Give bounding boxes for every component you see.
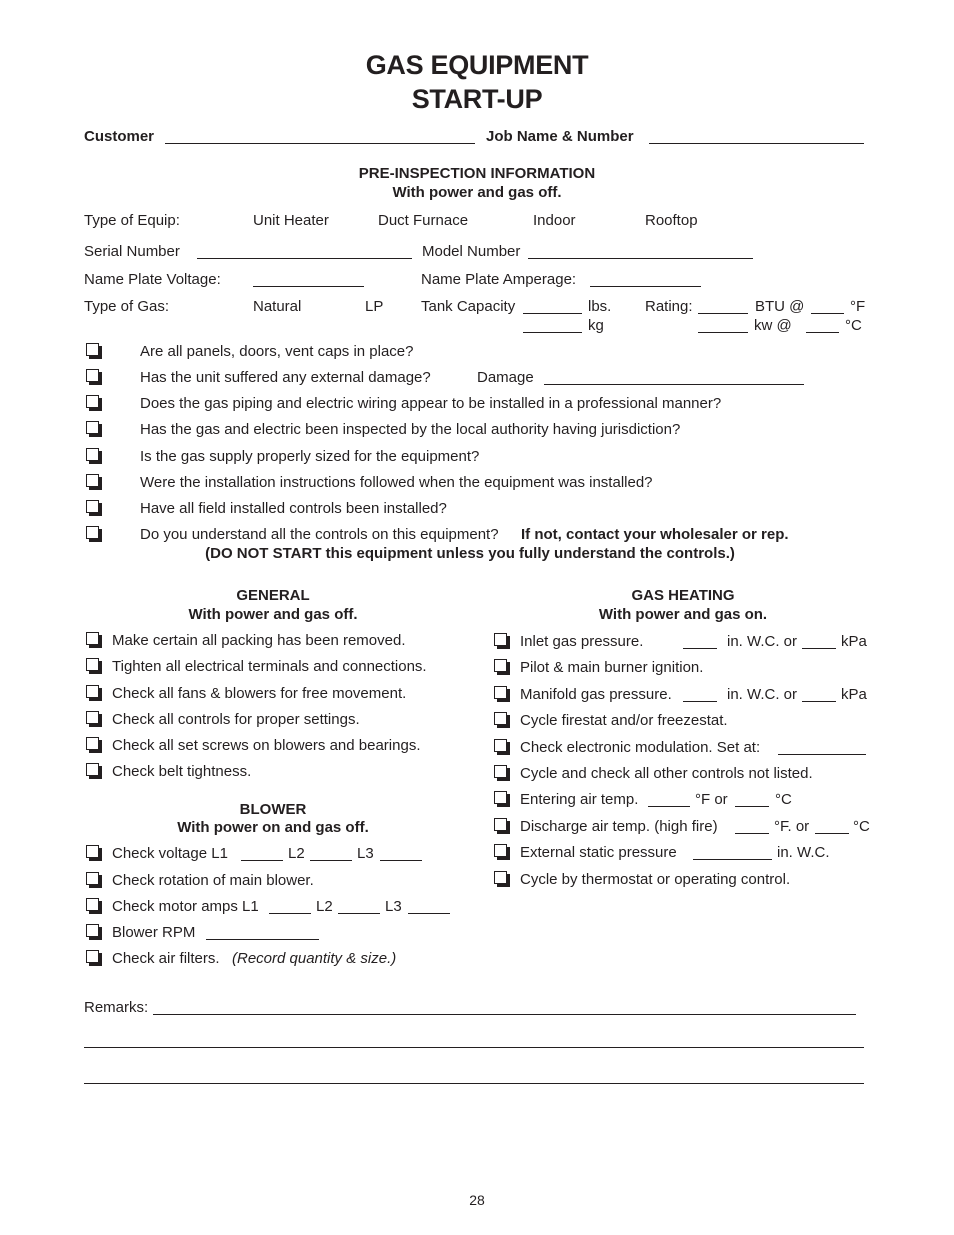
- rating-label: Rating:: [645, 298, 693, 315]
- checkbox-icon[interactable]: [86, 421, 99, 434]
- tank-label: Tank Capacity: [421, 298, 516, 315]
- manifold-wc-unit: in. W.C. or: [727, 686, 798, 703]
- static-pressure-field[interactable]: [693, 859, 772, 860]
- gas-heating-subheading: With power and gas on.: [598, 606, 768, 623]
- rating-c-unit: °C: [845, 317, 862, 334]
- checkbox-icon[interactable]: [494, 659, 507, 672]
- model-label: Model Number: [422, 243, 521, 260]
- remarks-line-1[interactable]: [153, 1014, 856, 1015]
- damage-label: Damage: [477, 369, 534, 386]
- checkbox-icon[interactable]: [494, 739, 507, 752]
- damage-field[interactable]: [544, 384, 804, 385]
- checkbox-icon[interactable]: [494, 791, 507, 804]
- page-subtitle: START-UP: [411, 84, 543, 114]
- checkbox-icon[interactable]: [86, 924, 99, 937]
- pre-check-piping: Does the gas piping and electric wiring appear to be installed in a professional manner?: [140, 395, 722, 412]
- inlet-wc-field[interactable]: [683, 648, 717, 649]
- entering-f-unit: °F or: [695, 791, 728, 808]
- checkbox-icon[interactable]: [86, 632, 99, 645]
- entering-c-unit: °C: [775, 791, 792, 808]
- tank-unit-kg: kg: [588, 317, 604, 334]
- cycle-other-controls: Cycle and check all other controls not listed.: [520, 765, 813, 782]
- checkbox-icon[interactable]: [494, 765, 507, 778]
- rating-f-unit: °F: [850, 298, 866, 315]
- general-heading: GENERAL: [236, 587, 310, 604]
- amps-l3-field[interactable]: [408, 913, 450, 914]
- blower-voltage-label: Check voltage L1: [112, 845, 228, 862]
- checkbox-icon[interactable]: [86, 845, 99, 858]
- equip-option-indoor[interactable]: Indoor: [533, 212, 576, 229]
- checkbox-icon[interactable]: [494, 633, 507, 646]
- checkbox-icon[interactable]: [86, 763, 99, 776]
- entering-c-field[interactable]: [735, 806, 769, 807]
- rating-btu-field[interactable]: [698, 313, 748, 314]
- checkbox-icon[interactable]: [86, 395, 99, 408]
- amps-l1-field[interactable]: [269, 913, 311, 914]
- checkbox-icon[interactable]: [86, 526, 99, 539]
- blower-filters-label: Check air filters.: [112, 950, 220, 967]
- remarks-label: Remarks:: [84, 999, 149, 1016]
- job-label: Job Name & Number: [486, 128, 634, 145]
- discharge-c-field[interactable]: [815, 833, 849, 834]
- tank-lbs-field[interactable]: [523, 313, 582, 314]
- checkbox-icon[interactable]: [494, 844, 507, 857]
- general-item-belt: Check belt tightness.: [112, 763, 252, 780]
- general-subheading: With power and gas off.: [188, 606, 358, 623]
- checkbox-icon[interactable]: [86, 448, 99, 461]
- static-pressure-label: External static pressure: [520, 844, 677, 861]
- inlet-kpa-unit: kPa: [841, 633, 867, 650]
- tank-unit-lbs: lbs.: [588, 298, 612, 315]
- checkbox-icon[interactable]: [86, 369, 99, 382]
- customer-label: Customer: [84, 128, 155, 145]
- blower-heading: BLOWER: [239, 801, 307, 818]
- equip-option-duct-furnace[interactable]: Duct Furnace: [378, 212, 469, 229]
- checkbox-icon[interactable]: [494, 871, 507, 884]
- amps-l2-field[interactable]: [338, 913, 380, 914]
- page-number: 28: [469, 1192, 485, 1208]
- general-item-controls: Check all controls for proper settings.: [112, 711, 360, 728]
- equip-option-unit-heater[interactable]: Unit Heater: [253, 212, 329, 229]
- checkbox-icon[interactable]: [86, 711, 99, 724]
- rating-btu-label: BTU @: [755, 298, 805, 315]
- rating-kw-label: kw @: [754, 317, 792, 334]
- manifold-pressure-label: Manifold gas pressure.: [520, 686, 672, 703]
- rating-f-field[interactable]: [811, 313, 844, 314]
- voltage-label: Name Plate Voltage:: [84, 271, 221, 288]
- voltage-l3-label: L3: [357, 845, 374, 862]
- general-item-set-screws: Check all set screws on blowers and bearings.: [112, 737, 421, 754]
- voltage-l1-field[interactable]: [241, 860, 283, 861]
- blower-rotation: Check rotation of main blower.: [112, 872, 314, 889]
- entering-f-field[interactable]: [648, 806, 690, 807]
- blower-filters-note: (Record quantity & size.): [232, 950, 397, 967]
- gas-type-label: Type of Gas:: [84, 298, 170, 315]
- discharge-temp-label: Discharge air temp. (high fire): [520, 818, 718, 835]
- inlet-pressure-label: Inlet gas pressure.: [520, 633, 644, 650]
- voltage-l2-field[interactable]: [310, 860, 352, 861]
- gas-heating-heading: GAS HEATING: [631, 587, 735, 604]
- checkbox-icon[interactable]: [86, 474, 99, 487]
- entering-temp-label: Entering air temp.: [520, 791, 639, 808]
- general-item-fans: Check all fans & blowers for free movement.: [112, 685, 407, 702]
- inlet-wc-unit: in. W.C. or: [727, 633, 798, 650]
- voltage-l2-label: L2: [288, 845, 305, 862]
- voltage-l3-field[interactable]: [380, 860, 422, 861]
- blower-rpm-field[interactable]: [206, 939, 319, 940]
- serial-label: Serial Number: [84, 243, 180, 260]
- remarks-line-3[interactable]: [84, 1083, 864, 1084]
- pre-heading: PRE-INSPECTION INFORMATION: [358, 165, 596, 182]
- manifold-kpa-field[interactable]: [802, 701, 836, 702]
- static-pressure-unit: in. W.C.: [777, 844, 830, 861]
- voltage-field[interactable]: [253, 286, 364, 287]
- equip-option-rooftop[interactable]: Rooftop: [645, 212, 698, 229]
- pre-subheading: With power and gas off.: [392, 184, 562, 201]
- checkbox-icon[interactable]: [494, 686, 507, 699]
- inlet-kpa-field[interactable]: [802, 648, 836, 649]
- checkbox-icon[interactable]: [86, 500, 99, 513]
- modulation-label: Check electronic modulation. Set at:: [520, 739, 761, 756]
- pre-check-damage: Has the unit suffered any external damage?: [140, 369, 431, 386]
- gas-option-lp[interactable]: LP: [365, 298, 384, 315]
- checkbox-icon[interactable]: [494, 818, 507, 831]
- gas-option-natural[interactable]: Natural: [253, 298, 302, 315]
- contact-rep-note: If not, contact your wholesaler or rep.: [521, 526, 789, 543]
- blower-rpm-label: Blower RPM: [112, 924, 196, 941]
- amperage-field[interactable]: [590, 286, 701, 287]
- amperage-label: Name Plate Amperage:: [421, 271, 577, 288]
- manifold-wc-field[interactable]: [683, 701, 717, 702]
- discharge-c-unit: °C: [853, 818, 870, 835]
- pre-check-gas-supply: Is the gas supply properly sized for the equipment?: [140, 448, 480, 465]
- checkbox-icon[interactable]: [86, 737, 99, 750]
- pre-check-panels: Are all panels, doors, vent caps in place?: [140, 343, 414, 360]
- amps-l3-label: L3: [385, 898, 402, 915]
- amps-l2-label: L2: [316, 898, 333, 915]
- customer-field[interactable]: [165, 143, 475, 144]
- remarks-line-2[interactable]: [84, 1047, 864, 1048]
- pre-check-instructions: Were the installation instructions followed when the equipment was installed?: [140, 474, 653, 491]
- general-item-terminals: Tighten all electrical terminals and connections.: [112, 658, 427, 675]
- checkbox-icon[interactable]: [86, 685, 99, 698]
- cycle-firestat: Cycle firestat and/or freezestat.: [520, 712, 728, 729]
- checkbox-icon[interactable]: [86, 898, 99, 911]
- pre-check-understand: Do you understand all the controls on this equipment?: [140, 526, 499, 543]
- discharge-f-field[interactable]: [735, 833, 769, 834]
- serial-field[interactable]: [197, 258, 412, 259]
- tank-kg-field[interactable]: [523, 332, 582, 333]
- checkbox-icon[interactable]: [86, 658, 99, 671]
- type-equip-label: Type of Equip:: [84, 212, 180, 229]
- discharge-f-unit: °F. or: [774, 818, 810, 835]
- do-not-start-warning: (DO NOT START this equipment unless you fully understand the controls.): [205, 545, 735, 562]
- blower-amps-label: Check motor amps L1: [112, 898, 259, 915]
- cycle-thermostat: Cycle by thermostat or operating control.: [520, 871, 791, 888]
- manifold-kpa-unit: kPa: [841, 686, 867, 703]
- general-item-packing: Make certain all packing has been removed.: [112, 632, 406, 649]
- modulation-field[interactable]: [778, 754, 866, 755]
- rating-kw-field[interactable]: [698, 332, 748, 333]
- checkbox-icon[interactable]: [86, 343, 99, 356]
- rating-c-field[interactable]: [806, 332, 839, 333]
- pilot-ignition: Pilot & main burner ignition.: [520, 659, 704, 676]
- model-field[interactable]: [528, 258, 753, 259]
- page-title: GAS EQUIPMENT: [365, 50, 589, 80]
- job-field[interactable]: [649, 143, 864, 144]
- checkbox-icon[interactable]: [494, 712, 507, 725]
- blower-subheading: With power on and gas off.: [177, 819, 369, 836]
- checkbox-icon[interactable]: [86, 950, 99, 963]
- checkbox-icon[interactable]: [86, 872, 99, 885]
- pre-check-inspected: Has the gas and electric been inspected by the local authority having jurisdiction?: [140, 421, 681, 438]
- pre-check-field-controls: Have all field installed controls been installed?: [140, 500, 447, 517]
